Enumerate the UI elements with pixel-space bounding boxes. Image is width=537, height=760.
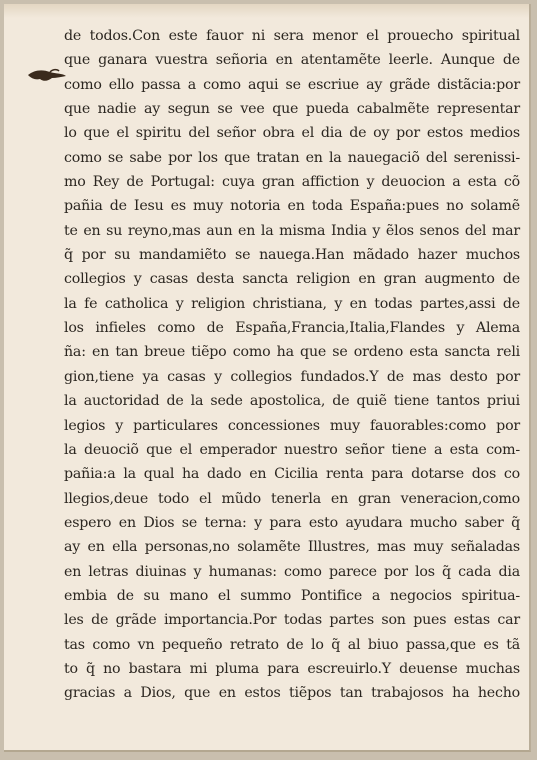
text-line: la fe catholica y religion christiana, y en todas partes,assi de [64,295,520,312]
text-line: gracias a Dios, que en estos tiẽpos tan trabajosos ha hecho [64,685,520,702]
text-line: en letras diuinas y humanas: como parece por los q̃ cada dia [64,563,520,580]
text-line: la deuociõ que el emperador nuestro señor tiene a esta com- [64,441,520,458]
text-line: mo Rey de Portugal: cuya gran affiction y deuocion a esta cõ [64,174,520,191]
text-line: pañia:a la qual ha dado en Cicilia renta para dotarse dos co [64,466,520,483]
text-line: legios y particulares concessiones muy fauorables:como por [64,417,520,434]
text-line: que ganara vuestra señoria en atentamẽte leerle. Aunque de [64,52,520,69]
text-line: la auctoridad de la sede apostolica, de quiẽ tiene tantos priui [64,393,520,410]
text-line: tas como vn pequeño retrato de lo q̃ al biuo passa,que es tã [64,636,520,653]
text-line: los infieles como de España,Francia,Italia,Flandes y Alema [64,320,520,337]
text-line: collegios y casas desta sancta religion en gran augmento de [64,271,520,288]
text-line: espero en Dios se terna: y para esto ayudara mucho saber q̃ [64,514,520,531]
text-line: to q̃ no bastara mi pluma para escreuirlo.Y deuense muchas [64,660,520,677]
text-line: llegios,deue todo el mũdo tenerla en gran veneracion,como [64,490,520,507]
page-edge-stain [4,4,529,18]
text-line: como ello passa a como aqui se escriue ay grãde distãcia:por [64,76,520,93]
text-line: embia de su mano el summo Pontifice a negocios spiritua- [64,587,520,604]
book-page [4,4,531,752]
text-line: ña: en tan breue tiẽpo como ha que se ordeno esta sancta reli [64,344,520,361]
text-line: pañia de Iesu es muy notoria en toda España:pues no solamẽ [64,198,520,215]
text-line: de todos.Con este fauor ni sera menor el prouecho spiritual [64,28,520,44]
text-line: que nadie ay segun se vee que pueda cabalmẽte representar [64,101,520,118]
text-line: como se sabe por los que tratan en la nauegaciõ del serenissi- [64,149,520,166]
text-line: gion,tiene ya casas y collegios fundados.Y de mas desto por [64,368,520,385]
text-line: les de grãde importancia.Por todas partes son pues estas car [64,612,520,629]
text-line: lo que el spiritu del señor obra el dia de oy por estos medios [64,125,520,142]
ink-manicule-mark [26,66,68,86]
text-line: ay en ella personas,no solamẽte Illustres, mas muy señaladas [64,539,520,556]
text-line: te en su reyno,mas aun en la misma India y ẽlos senos del mar [64,222,520,239]
body-text [64,24,520,706]
text-line: q̃ por su mandamiẽto se nauega.Han mãdado hazer muchos [64,247,520,264]
